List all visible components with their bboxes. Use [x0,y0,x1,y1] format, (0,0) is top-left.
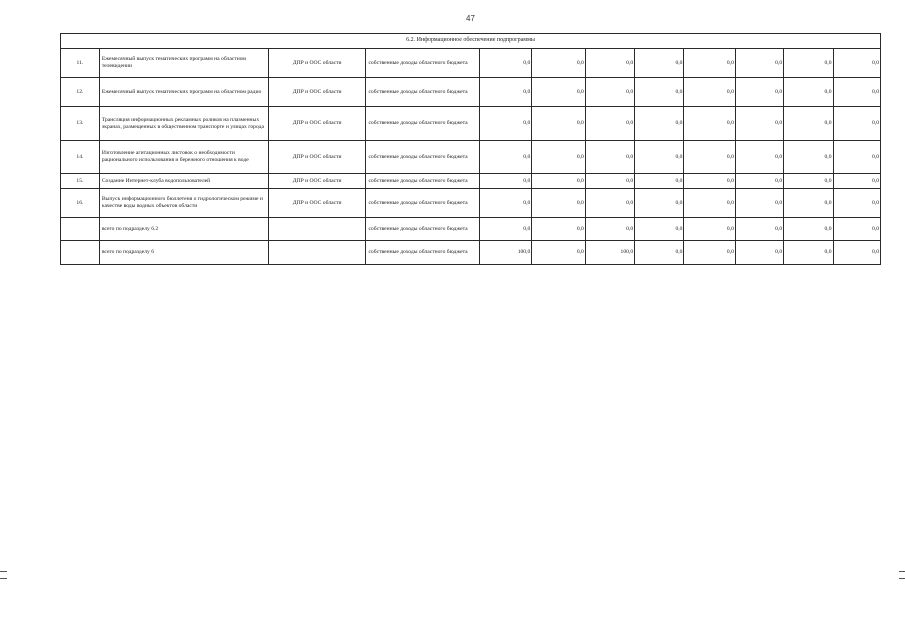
amount-cell: 0,0 [635,241,684,265]
amount-cell: 0,0 [833,218,881,241]
funding-source: собственные доходы областного бюджета [366,218,479,241]
funding-source: собственные доходы областного бюджета [366,107,479,141]
amount-cell: 0,0 [833,174,881,189]
executor: ДПР и ООС области [268,189,366,218]
amount-cell: 0,0 [684,78,735,107]
amount-cell: 0,0 [833,78,881,107]
funding-source: собственные доходы областного бюджета [366,49,479,78]
amount-cell: 0,0 [479,78,531,107]
activity-name: Создание Интернет-клуба водопользователей [99,174,268,189]
section-title: 6.2. Информационное обеспечение подпрограммы [61,34,881,49]
amount-cell: 0,0 [479,174,531,189]
amount-cell: 0,0 [833,189,881,218]
table-row [61,189,881,218]
amount-cell: 0,0 [635,218,684,241]
amount-cell: 0,0 [784,141,833,174]
executor: ДПР и ООС области [268,78,366,107]
scan-mark-right-1 [899,571,905,572]
amount-cell: 0,0 [735,241,783,265]
amount-cell: 0,0 [585,49,634,78]
amount-cell: 0,0 [833,107,881,141]
amount-cell: 0,0 [635,174,684,189]
row-number: 13. [61,107,100,141]
row-number [61,218,100,241]
row-number: 15. [61,174,100,189]
executor [268,218,366,241]
section-header-row [61,34,881,49]
amount-cell: 0,0 [479,141,531,174]
activity-name: Изготовление агитационных листовок о необходимости рационального использования и бережного отношения к воде [99,141,268,174]
budget-table [60,33,881,265]
funding-source: собственные доходы областного бюджета [366,174,479,189]
activity-name: всего по подразделу 6 [99,241,268,265]
amount-cell: 100,0 [479,241,531,265]
funding-source: собственные доходы областного бюджета [366,141,479,174]
row-number: 12. [61,78,100,107]
executor: ДПР и ООС области [268,141,366,174]
activity-name: всего по подразделу 6.2 [99,218,268,241]
activity-name: Ежемесячный выпуск тематических программ на областном радио [99,78,268,107]
amount-cell: 0,0 [684,49,735,78]
amount-cell: 0,0 [532,189,586,218]
table-body [61,34,881,265]
amount-cell: 0,0 [684,107,735,141]
executor: ДПР и ООС области [268,174,366,189]
activity-name: Трансляция информационных рекламных роликов на плазменных экранах, размещенных в общественном транспорте и улицах города [99,107,268,141]
amount-cell: 100,0 [585,241,634,265]
amount-cell: 0,0 [532,218,586,241]
executor: ДПР и ООС области [268,49,366,78]
amount-cell: 0,0 [635,189,684,218]
amount-cell: 0,0 [479,49,531,78]
table-row [61,49,881,78]
executor [268,241,366,265]
table-row [61,141,881,174]
funding-source: собственные доходы областного бюджета [366,78,479,107]
amount-cell: 0,0 [735,174,783,189]
amount-cell: 0,0 [585,78,634,107]
amount-cell: 0,0 [833,241,881,265]
amount-cell: 0,0 [635,107,684,141]
amount-cell: 0,0 [735,189,783,218]
funding-source: собственные доходы областного бюджета [366,241,479,265]
amount-cell: 0,0 [635,141,684,174]
amount-cell: 0,0 [784,78,833,107]
amount-cell: 0,0 [735,141,783,174]
amount-cell: 0,0 [585,189,634,218]
amount-cell: 0,0 [684,241,735,265]
amount-cell: 0,0 [635,49,684,78]
amount-cell: 0,0 [532,174,586,189]
activity-name: Выпуск информационного бюллетеня о гидрологическом режиме и качестве воды водных объектов области [99,189,268,218]
table-row [61,107,881,141]
amount-cell: 0,0 [684,218,735,241]
amount-cell: 0,0 [735,107,783,141]
scan-mark-left-2 [0,578,7,579]
amount-cell: 0,0 [532,141,586,174]
amount-cell: 0,0 [784,174,833,189]
scan-mark-left-1 [0,571,7,572]
funding-source: собственные доходы областного бюджета [366,189,479,218]
amount-cell: 0,0 [585,218,634,241]
table-row [61,241,881,265]
row-number [61,241,100,265]
amount-cell: 0,0 [479,189,531,218]
amount-cell: 0,0 [784,49,833,78]
amount-cell: 0,0 [784,241,833,265]
amount-cell: 0,0 [784,107,833,141]
amount-cell: 0,0 [635,78,684,107]
amount-cell: 0,0 [585,174,634,189]
amount-cell: 0,0 [585,107,634,141]
amount-cell: 0,0 [479,218,531,241]
amount-cell: 0,0 [735,218,783,241]
row-number: 11. [61,49,100,78]
amount-cell: 0,0 [784,189,833,218]
amount-cell: 0,0 [833,49,881,78]
amount-cell: 0,0 [532,78,586,107]
table-row [61,174,881,189]
amount-cell: 0,0 [532,49,586,78]
amount-cell: 0,0 [735,49,783,78]
row-number: 14. [61,141,100,174]
table-row [61,218,881,241]
table-row [61,78,881,107]
amount-cell: 0,0 [532,241,586,265]
executor: ДПР и ООС области [268,107,366,141]
amount-cell: 0,0 [684,141,735,174]
page-number: 47 [466,14,475,23]
amount-cell: 0,0 [479,107,531,141]
scan-mark-right-2 [899,578,905,579]
amount-cell: 0,0 [684,189,735,218]
amount-cell: 0,0 [684,174,735,189]
amount-cell: 0,0 [585,141,634,174]
row-number: 16. [61,189,100,218]
activity-name: Ежемесячный выпуск тематических программ на областном телевидении [99,49,268,78]
amount-cell: 0,0 [784,218,833,241]
amount-cell: 0,0 [532,107,586,141]
amount-cell: 0,0 [833,141,881,174]
amount-cell: 0,0 [735,78,783,107]
